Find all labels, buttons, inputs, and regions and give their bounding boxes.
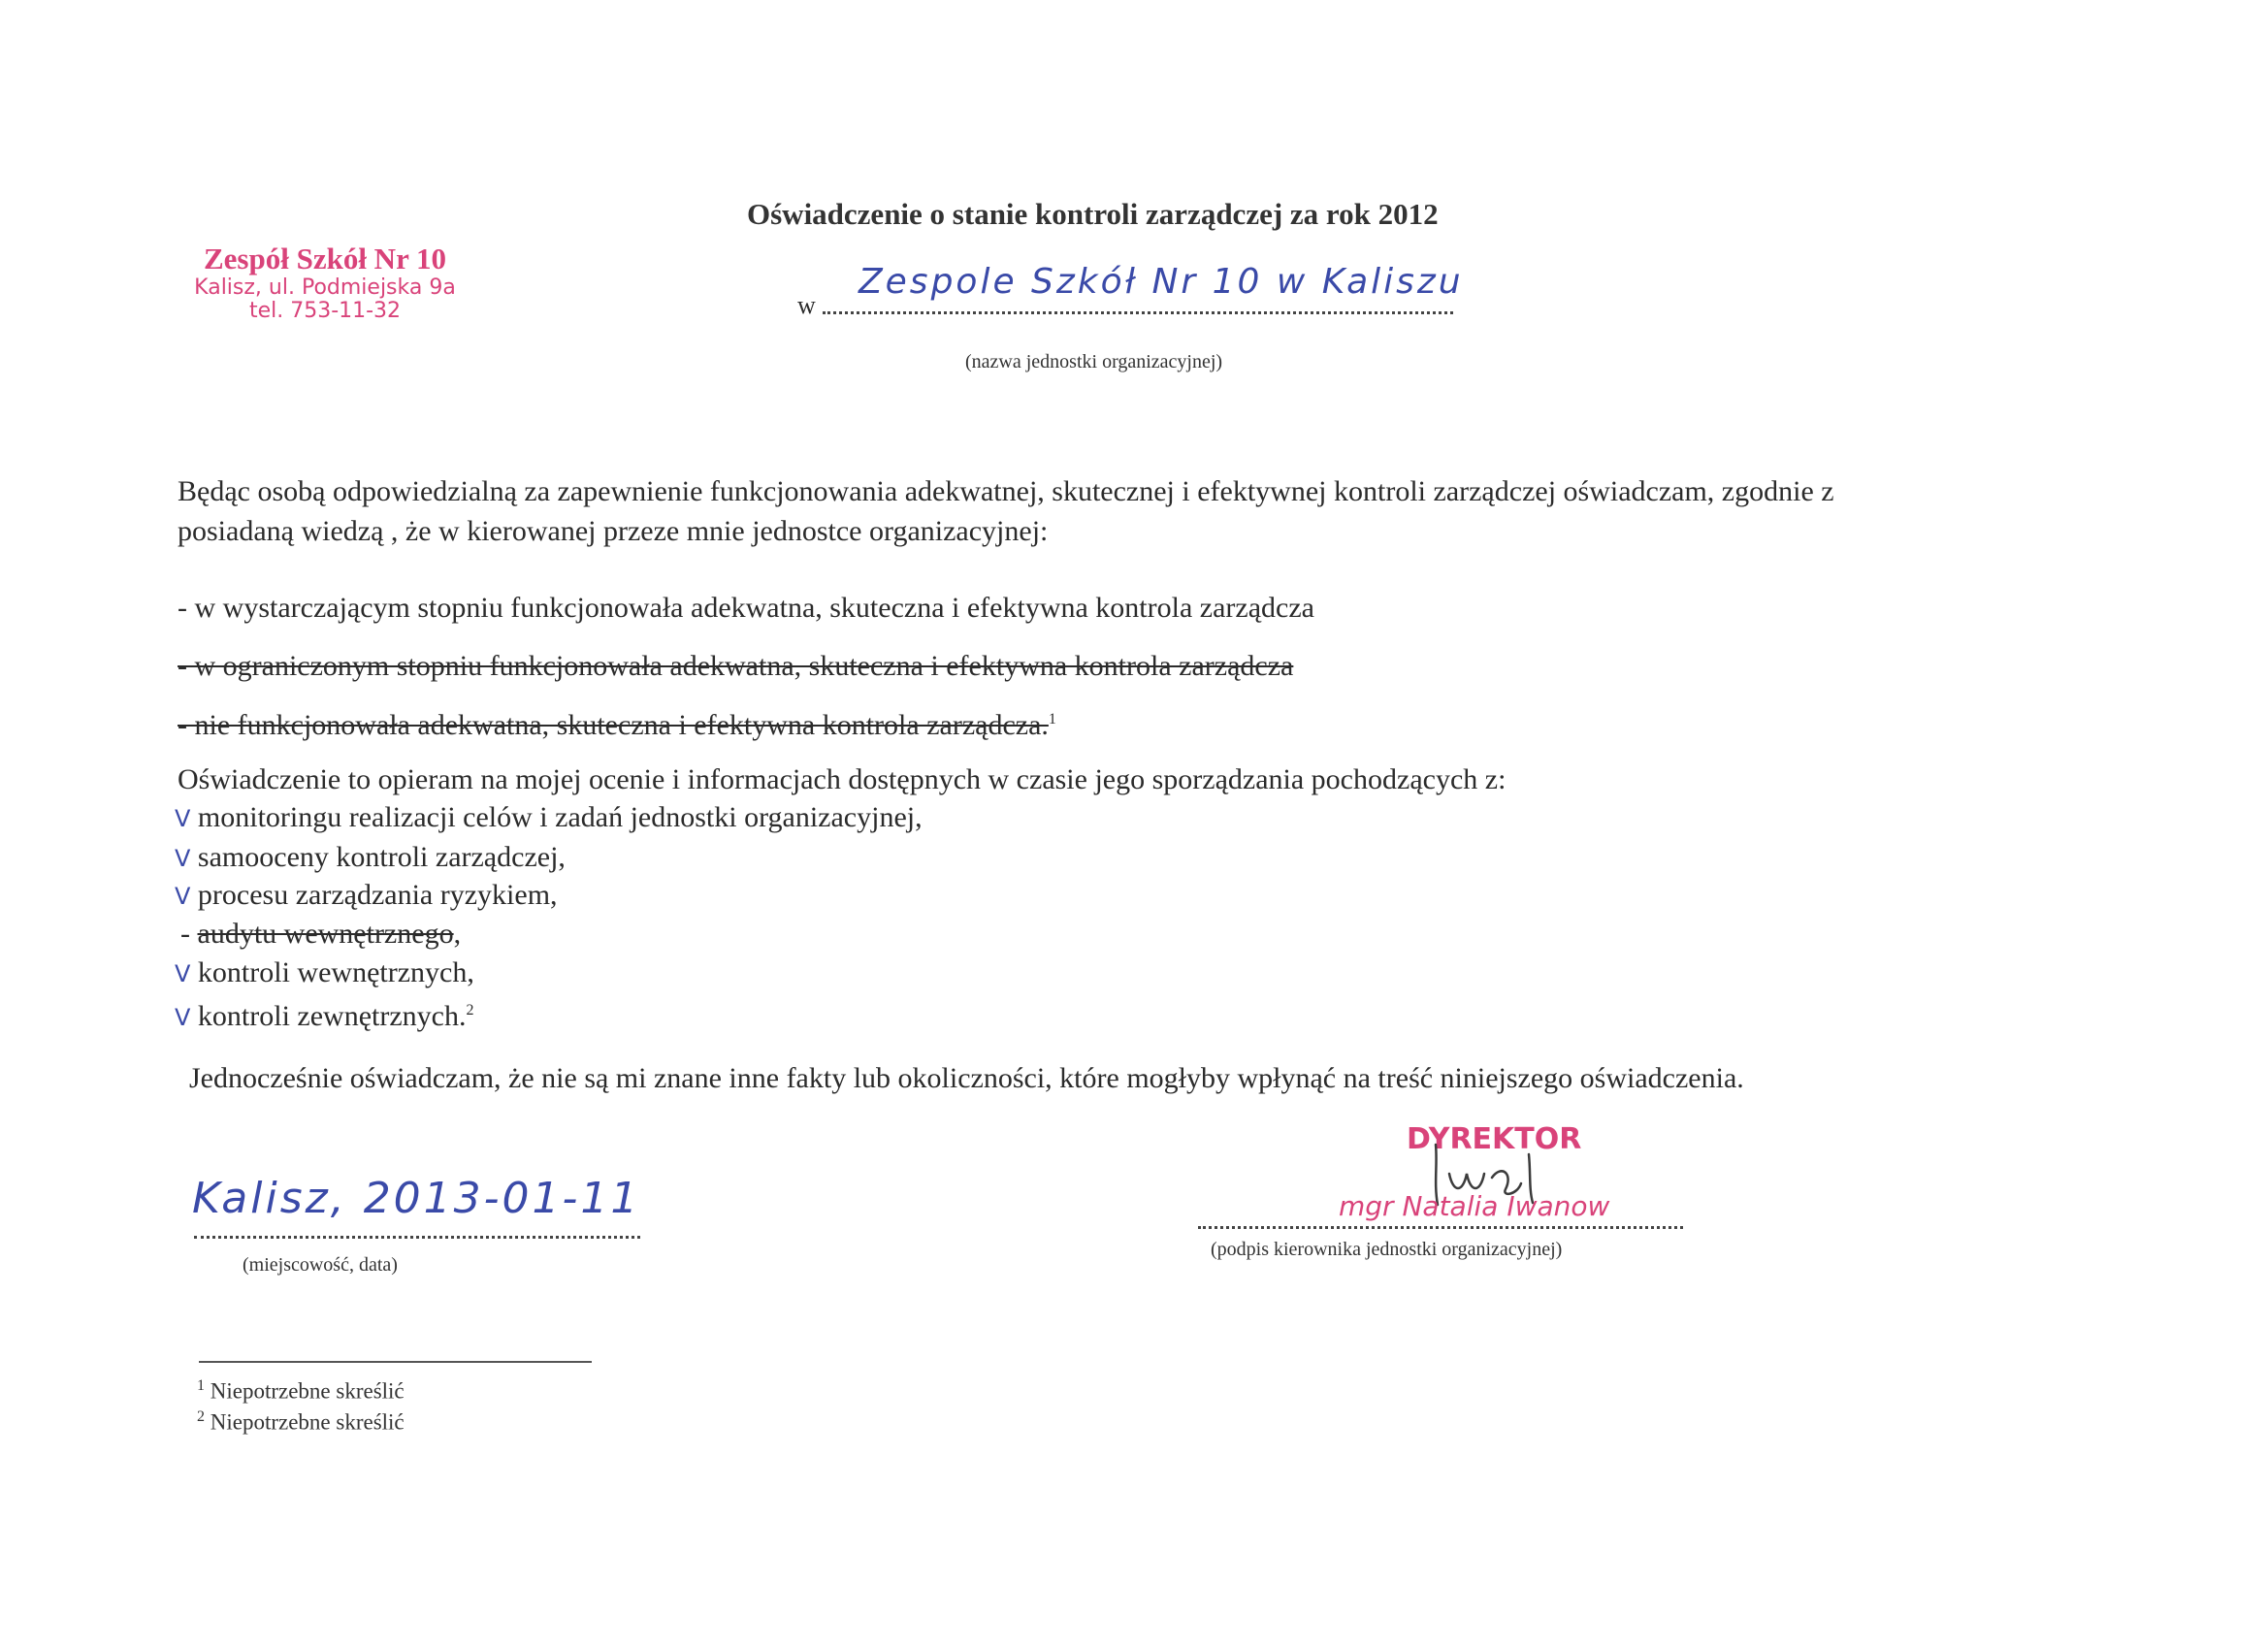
document-title: Oświadczenie o stanie kontroli zarządczej za rok 2012 — [747, 197, 1439, 231]
director-stamp-name: mgr Natalia Iwanow — [1339, 1190, 1610, 1222]
source-text-struck: audytu wewnętrznego — [197, 918, 454, 950]
footnote-number: 1 — [197, 1377, 205, 1394]
place-date-caption: (miejscowość, data) — [243, 1254, 398, 1276]
source-item — [175, 798, 923, 838]
dash-mark: - — [180, 918, 190, 950]
source-item — [175, 838, 566, 878]
place-date-field — [194, 1203, 640, 1239]
source-item — [175, 954, 474, 993]
stamp-address: Kalisz, ul. Podmiejska 9a — [194, 275, 456, 300]
footnote-1 — [197, 1377, 405, 1405]
source-text: kontroli wewnętrznych, — [197, 956, 474, 988]
option-limited-struck: - w ograniczonym stopniu funkcjonowała adekwatna, skuteczna i efektywna kontrola zarządcza — [178, 650, 1294, 682]
unit-prefix: w — [797, 291, 816, 319]
footnote-number: 2 — [197, 1408, 205, 1425]
option-none-text: - nie funkcjonowała adekwatna, skuteczna i efektywna kontrola zarządcza. — [178, 709, 1049, 741]
closing-statement: Jednocześnie oświadczam, że nie są mi znane inne fakty lub okoliczności, które mogłyby wpłynąć na treść niniejszego oświadczenia. — [189, 1062, 1744, 1094]
source-suffix: , — [453, 918, 462, 950]
source-item — [180, 915, 461, 954]
check-mark: V — [175, 845, 191, 872]
footnote-text: Niepotrzebne skreślić — [210, 1378, 405, 1404]
director-stamp-title: DYREKTOR — [1407, 1122, 1582, 1156]
intro-line-1: Będąc osobą odpowiedzialną za zapewnienie funkcjonowania adekwatnej, skutecznej i efektywnej kontroli zarządczej oświadczam, zgodnie z — [178, 475, 1834, 507]
footnote-divider — [199, 1361, 592, 1363]
sources-intro: Oświadczenie to opieram na mojej ocenie i informacjach dostępnych w czasie jego sporządzania pochodzących z: — [178, 763, 1507, 795]
check-mark: V — [175, 883, 191, 910]
signature-caption: (podpis kierownika jednostki organizacyjnej) — [1211, 1239, 1563, 1260]
source-item — [175, 991, 473, 1037]
option-sufficient: - w wystarczającym stopniu funkcjonowała adekwatna, skuteczna i efektywna kontrola zarządcza — [178, 592, 1314, 624]
option-none — [178, 700, 1056, 745]
source-text: monitoringu realizacji celów i zadań jednostki organizacyjnej, — [197, 801, 923, 833]
source-text: samooceny kontroli zarządczej, — [197, 841, 566, 873]
place-date-handwritten: Kalisz, 2013-01-11 — [192, 1174, 641, 1223]
footnote-text: Niepotrzebne skreślić — [210, 1409, 405, 1435]
unit-name-handwritten: Zespole Szkół Nr 10 w Kaliszu — [859, 262, 1464, 302]
stamp-phone: tel. 753-11-32 — [248, 299, 402, 324]
footnote-2 — [197, 1408, 405, 1436]
source-text: procesu zarządzania ryzykiem, — [197, 879, 558, 911]
source-text: kontroli zewnętrznych. — [197, 1000, 467, 1032]
check-mark: V — [175, 805, 191, 832]
check-mark: V — [175, 1004, 191, 1031]
school-stamp — [189, 242, 461, 324]
footnote-ref-1: 1 — [1048, 711, 1056, 728]
footnote-ref-2: 2 — [466, 1002, 474, 1018]
unit-caption: (nazwa jednostki organizacyjnej) — [965, 351, 1223, 372]
check-mark: V — [175, 960, 191, 987]
intro-line-2: posiadaną wiedzą , że w kierowanej przeze mnie jednostce organizacyjnej: — [178, 515, 1049, 547]
source-item — [175, 876, 558, 916]
stamp-school-name: Zespół Szkół Nr 10 — [203, 242, 447, 275]
